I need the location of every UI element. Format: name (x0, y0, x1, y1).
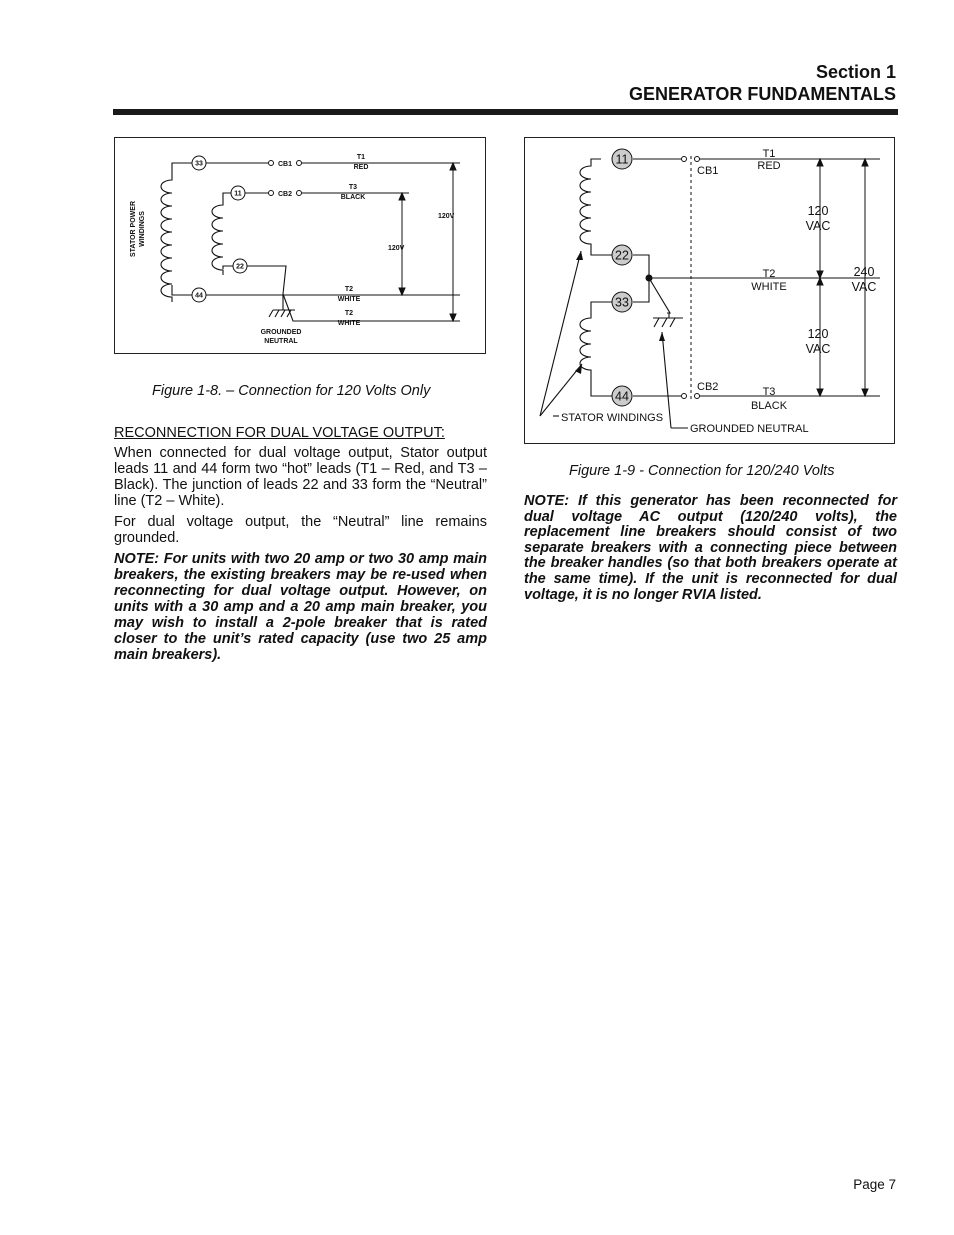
t2-lower-label: T2 (344, 310, 354, 317)
cb2-label: CB2 (697, 381, 719, 393)
left-column (114, 425, 487, 663)
node-33-label: 33 (615, 295, 629, 310)
stator-label-line2: WINDINGS (139, 211, 146, 247)
voltage-inner-label: 120V (388, 245, 405, 252)
neutral-label: NEUTRAL (264, 338, 298, 345)
node-11-label: 11 (234, 190, 242, 198)
section-number: Section 1 (815, 62, 896, 82)
node-22-label: 22 (236, 263, 244, 271)
voltage-outer-label: 120V (438, 213, 455, 220)
t1-color-label: RED (757, 160, 781, 172)
t3-color-label: BLACK (340, 194, 366, 201)
figure-1-8-svg (115, 138, 487, 355)
voltage-lower-unit: VAC (805, 342, 831, 356)
page-number: Page 7 (853, 1177, 896, 1192)
cb1-label: CB1 (277, 161, 293, 168)
node-11-label: 11 (615, 152, 629, 167)
t1-label: T1 (356, 154, 366, 161)
grounded-neutral-label: GROUNDED NEUTRAL (690, 423, 809, 435)
t2-color-label: WHITE (751, 281, 787, 293)
neutral-junction-dot (646, 275, 653, 282)
figure-1-9-svg (525, 138, 896, 445)
t3-color-label: BLACK (750, 400, 788, 412)
header-rule (113, 109, 898, 115)
figure-1-9-diagram (524, 137, 895, 444)
figure-1-8-diagram (114, 137, 486, 354)
t2-upper-label: T2 (344, 286, 354, 293)
section-title: GENERATOR FUNDAMENTALS (629, 84, 896, 104)
node-33-label: 33 (195, 160, 203, 168)
stator-label-line1: STATOR POWER (130, 201, 137, 257)
t2-lower-color-label: WHITE (337, 320, 361, 327)
grounded-label: GROUNDED (260, 329, 302, 336)
lower-winding-coil (580, 302, 613, 396)
voltage-upper-value: 120 (807, 204, 829, 218)
cb1-label: CB1 (697, 165, 719, 177)
t3-label: T3 (762, 386, 776, 398)
cb2-label: CB2 (277, 191, 293, 198)
note-rvia: NOTE: If this generator has been reconnected for dual voltage AC output (120/240 volts), the replacement line breakers should consist of two separate breakers with a connecting piece between the breaker handles (so that both breakers operate at the same time). If the unit is reconnected for dual voltage, it is no longer RVIA listed. (524, 493, 897, 603)
node-44-label: 44 (615, 389, 629, 404)
t2-label: T2 (762, 268, 776, 280)
inner-winding-coil (212, 199, 223, 275)
voltage-upper-unit: VAC (805, 219, 831, 233)
outer-winding-coil (161, 175, 172, 302)
t2-upper-color-label: WHITE (337, 296, 361, 303)
t3-label: T3 (348, 184, 358, 191)
voltage-total-unit: VAC (851, 280, 877, 294)
voltage-total-value: 240 (853, 265, 875, 279)
figure-1-9-caption: Figure 1-9 - Connection for 120/240 Volts (569, 463, 835, 479)
right-column (524, 494, 897, 603)
t1-color-label: RED (353, 164, 369, 171)
stator-windings-label: STATOR WINDINGS (561, 412, 664, 424)
paragraph-neutral: For dual voltage output, the “Neutral” line remains grounded. (114, 514, 487, 546)
upper-winding-coil (580, 159, 612, 255)
reconnection-heading: RECONNECTION FOR DUAL VOLTAGE OUTPUT: (114, 425, 445, 441)
voltage-lower-value: 120 (807, 327, 829, 341)
t1-label: T1 (762, 148, 776, 160)
figure-1-8-caption: Figure 1-8. – Connection for 120 Volts Only (152, 383, 431, 399)
paragraph-dual-voltage: When connected for dual voltage output, Stator output leads 11 and 44 form two “hot” leads (T1 – Red, and T3 – Black). The junction of leads 22 and 33 form the “Neutral” line (T2 – White). (114, 445, 487, 509)
node-44-label: 44 (195, 292, 203, 300)
node-22-label: 22 (615, 248, 629, 263)
note-breakers: NOTE: For units with two 20 amp or two 30 amp main breakers, the existing breakers may be re-used when reconnecting for dual voltage output. However, on units with a 30 amp and a 20 amp main breaker, you may wish to install a 2-pole breaker that is rated closer to the unit’s rated capacity (use two 25 amp main breakers). (114, 551, 487, 663)
